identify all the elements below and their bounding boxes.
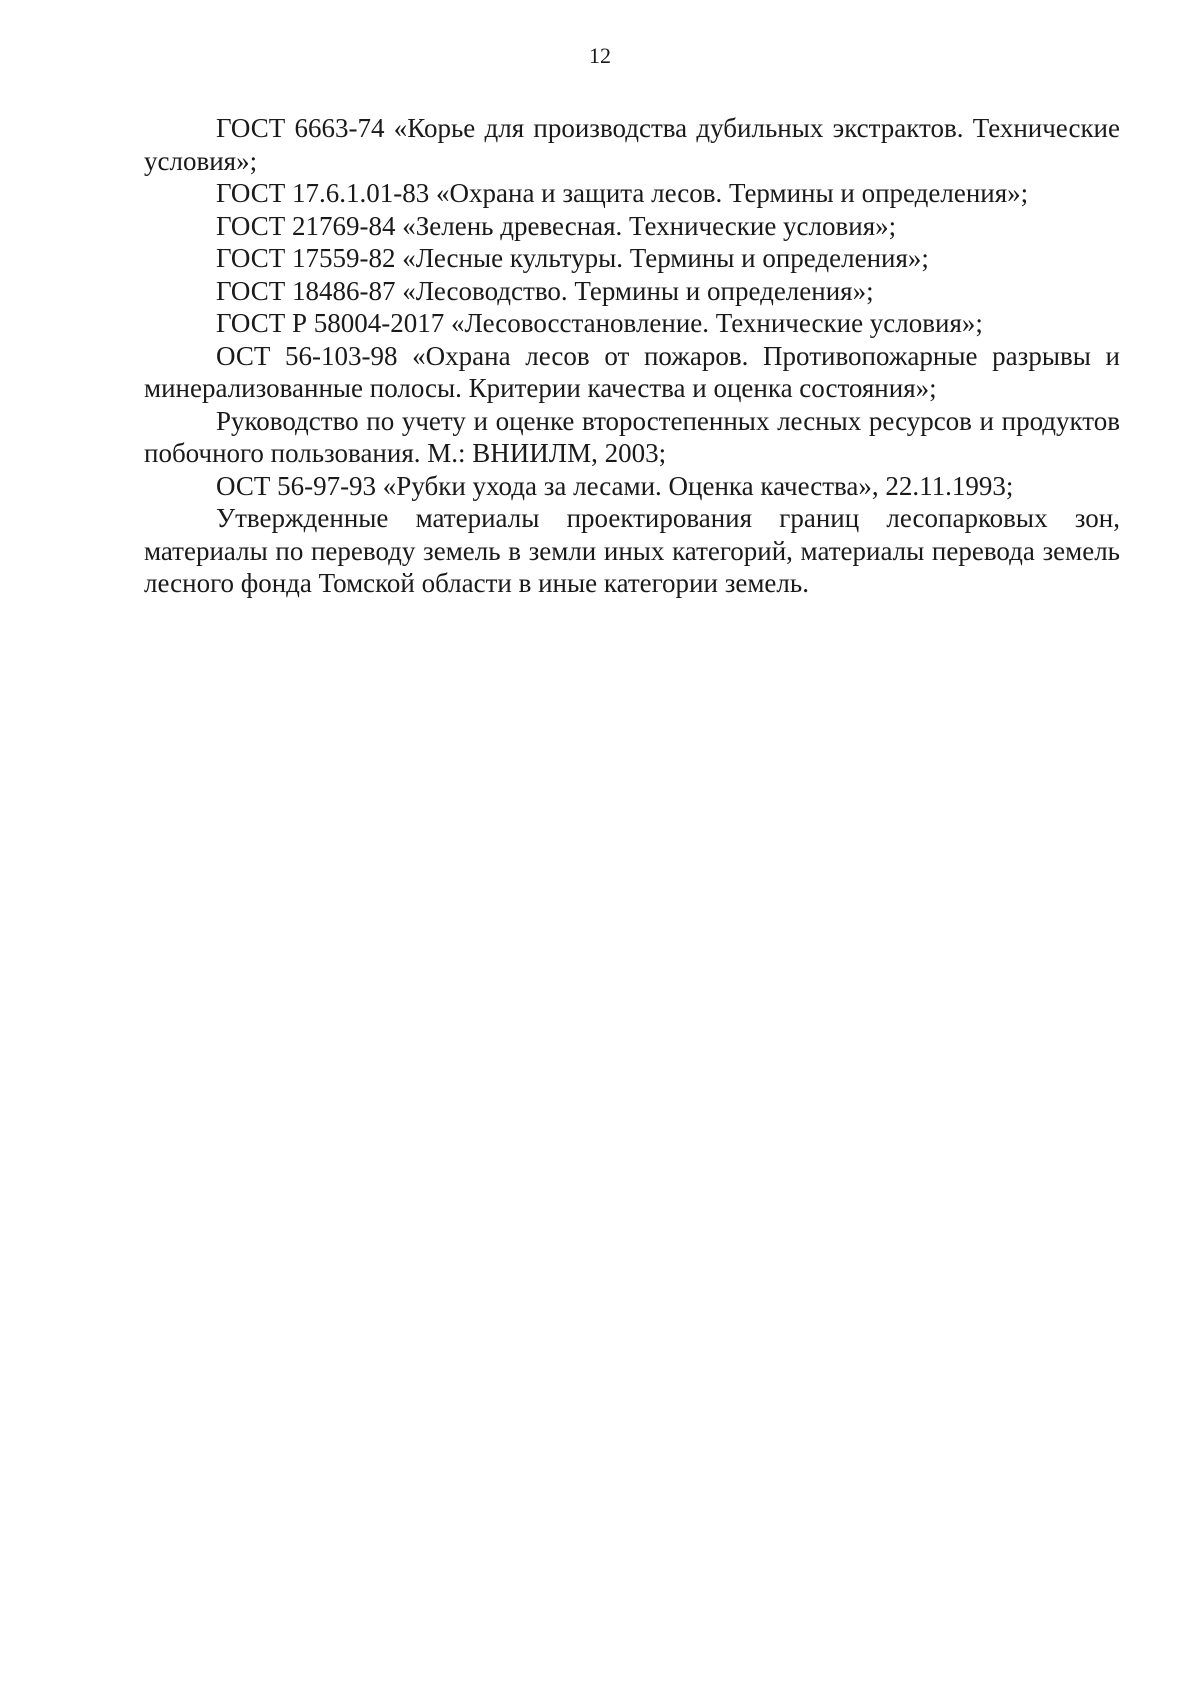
reference-ost-56-97-93: ОСТ 56-97-93 «Рубки ухода за лесами. Оценка качества», 22.11.1993; [216, 470, 1014, 501]
reference-gost-21769-84: ГОСТ 21769-84 «Зелень древесная. Технические условия»; [216, 210, 897, 241]
reference-approved-materials: Утвержденные материалы проектирования границ лесопарковых зон, материалы по переводу земель в земли иных категорий, материалы перевода земель лесного фонда Томской области в иные категории земель. [144, 503, 1120, 598]
reference-ost-56-103-98: ОСТ 56-103-98 «Охрана лесов от пожаров. Противопожарные разрывы и минерализованные полосы. Критерии качества и оценка состояния»; [144, 340, 1120, 403]
reference-gost-17559-82: ГОСТ 17559-82 «Лесные культуры. Термины и определения»; [216, 243, 929, 273]
page-number: 12 [589, 43, 611, 68]
reference-vniilm-guide: Руководство по учету и оценке второстепенных лесных ресурсов и продуктов побочного пользования. М.: ВНИИЛМ, 2003; [144, 405, 1120, 468]
reference-gost-6663-74: ГОСТ 6663-74 «Корье для производства дубильных экстрактов. Технические условия»; [144, 113, 1120, 176]
document-body [144, 112, 1120, 600]
reference-gost-17-6-1-01-83: ГОСТ 17.6.1.01-83 «Охрана и защита лесов. Термины и определения»; [216, 178, 1029, 208]
reference-gost-r-58004-2017: ГОСТ Р 58004-2017 «Лесовосстановление. Технические условия»; [216, 308, 983, 338]
reference-gost-18486-87: ГОСТ 18486-87 «Лесоводство. Термины и определения»; [216, 275, 874, 306]
